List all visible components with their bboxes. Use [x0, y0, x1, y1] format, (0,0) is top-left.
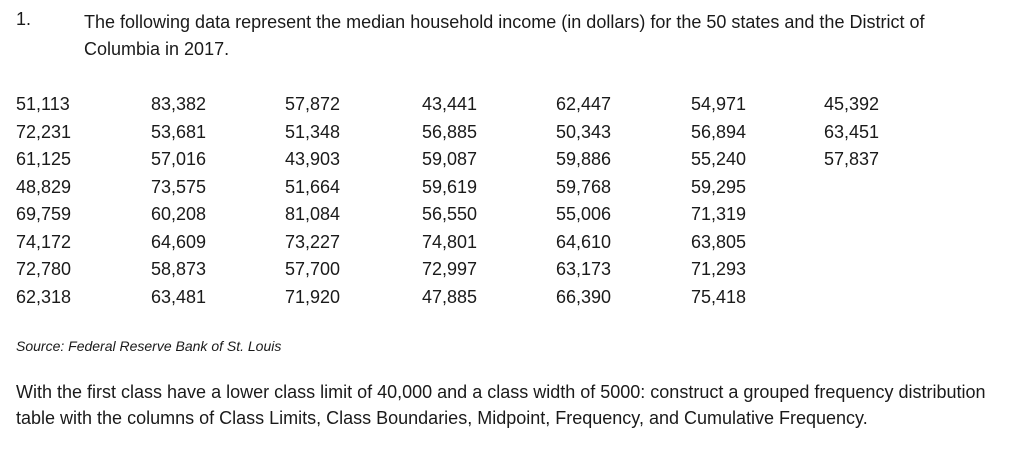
data-value: 72,231: [16, 121, 72, 142]
data-value: 57,700: [285, 259, 341, 279]
data-value: 57,016: [151, 149, 207, 169]
data-value: 57,837: [824, 149, 880, 169]
data-value: 48,829: [16, 176, 72, 197]
data-value: 64,609: [151, 231, 207, 252]
data-value: 54,971: [691, 94, 747, 114]
data-value: 62,447: [556, 94, 612, 114]
data-value: 59,619: [422, 176, 478, 197]
data-value: 83,382: [151, 94, 207, 114]
question-intro: The following data represent the median household income (in dollars) for the 50 states and the District of Columbia in 2017.: [84, 12, 925, 59]
data-value: 59,768: [556, 176, 612, 197]
data-column-3: [285, 91, 340, 311]
data-value: 63,451: [824, 121, 880, 142]
data-value: 72,997: [422, 259, 478, 279]
data-column-7: [824, 91, 879, 174]
data-value: 50,343: [556, 121, 612, 142]
data-value: 59,886: [556, 149, 612, 169]
data-value: 71,920: [285, 286, 341, 307]
data-value: 51,113: [16, 94, 70, 114]
data-value: 56,894: [691, 121, 747, 142]
question-number: 1.: [16, 9, 32, 29]
data-value: 53,681: [151, 121, 207, 142]
source-citation: Source: Federal Reserve Bank of St. Louis: [16, 338, 282, 354]
data-value: 73,227: [285, 231, 341, 252]
data-column-1: [16, 91, 71, 311]
data-value: 45,392: [824, 94, 880, 114]
data-value: 56,885: [422, 121, 478, 142]
data-value: 51,348: [285, 121, 341, 142]
data-value: 72,780: [16, 259, 72, 279]
data-value: 47,885: [422, 286, 478, 307]
data-value: 71,293: [691, 259, 747, 279]
data-value: 60,208: [151, 204, 207, 224]
data-value: 63,481: [151, 286, 207, 307]
data-value: 61,125: [16, 149, 72, 169]
data-value: 62,318: [16, 286, 72, 307]
data-value: 64,610: [556, 231, 612, 252]
data-value: 55,240: [691, 149, 747, 169]
data-value: 74,801: [422, 231, 478, 252]
data-value: 55,006: [556, 204, 612, 224]
data-value: 74,172: [16, 231, 72, 252]
data-value: 81,084: [285, 204, 341, 224]
data-value: 73,575: [151, 176, 207, 197]
data-column-5: [556, 91, 611, 311]
data-value: 66,390: [556, 286, 612, 307]
data-column-2: [151, 91, 206, 311]
data-value: 63,805: [691, 231, 747, 252]
data-column-6: [691, 91, 746, 311]
data-value: 58,873: [151, 259, 207, 279]
data-value: 59,087: [422, 149, 478, 169]
data-value: 57,872: [285, 94, 341, 114]
data-value: 75,418: [691, 286, 747, 307]
data-value: 59,295: [691, 176, 747, 197]
data-value: 43,903: [285, 149, 341, 169]
instruction-text: With the first class have a lower class limit of 40,000 and a class width of 5000: construct a grouped frequency distribution table with the columns of Class Limits, Class Boundaries, Midpoint, Frequency, and Cumulative Frequency.: [16, 382, 986, 428]
data-value: 71,319: [691, 204, 747, 224]
data-value: 69,759: [16, 204, 72, 224]
data-value: 43,441: [422, 94, 478, 114]
data-column-4: [422, 91, 477, 311]
data-value: 51,664: [285, 176, 341, 197]
data-value: 63,173: [556, 259, 612, 279]
data-value: 56,550: [422, 204, 478, 224]
